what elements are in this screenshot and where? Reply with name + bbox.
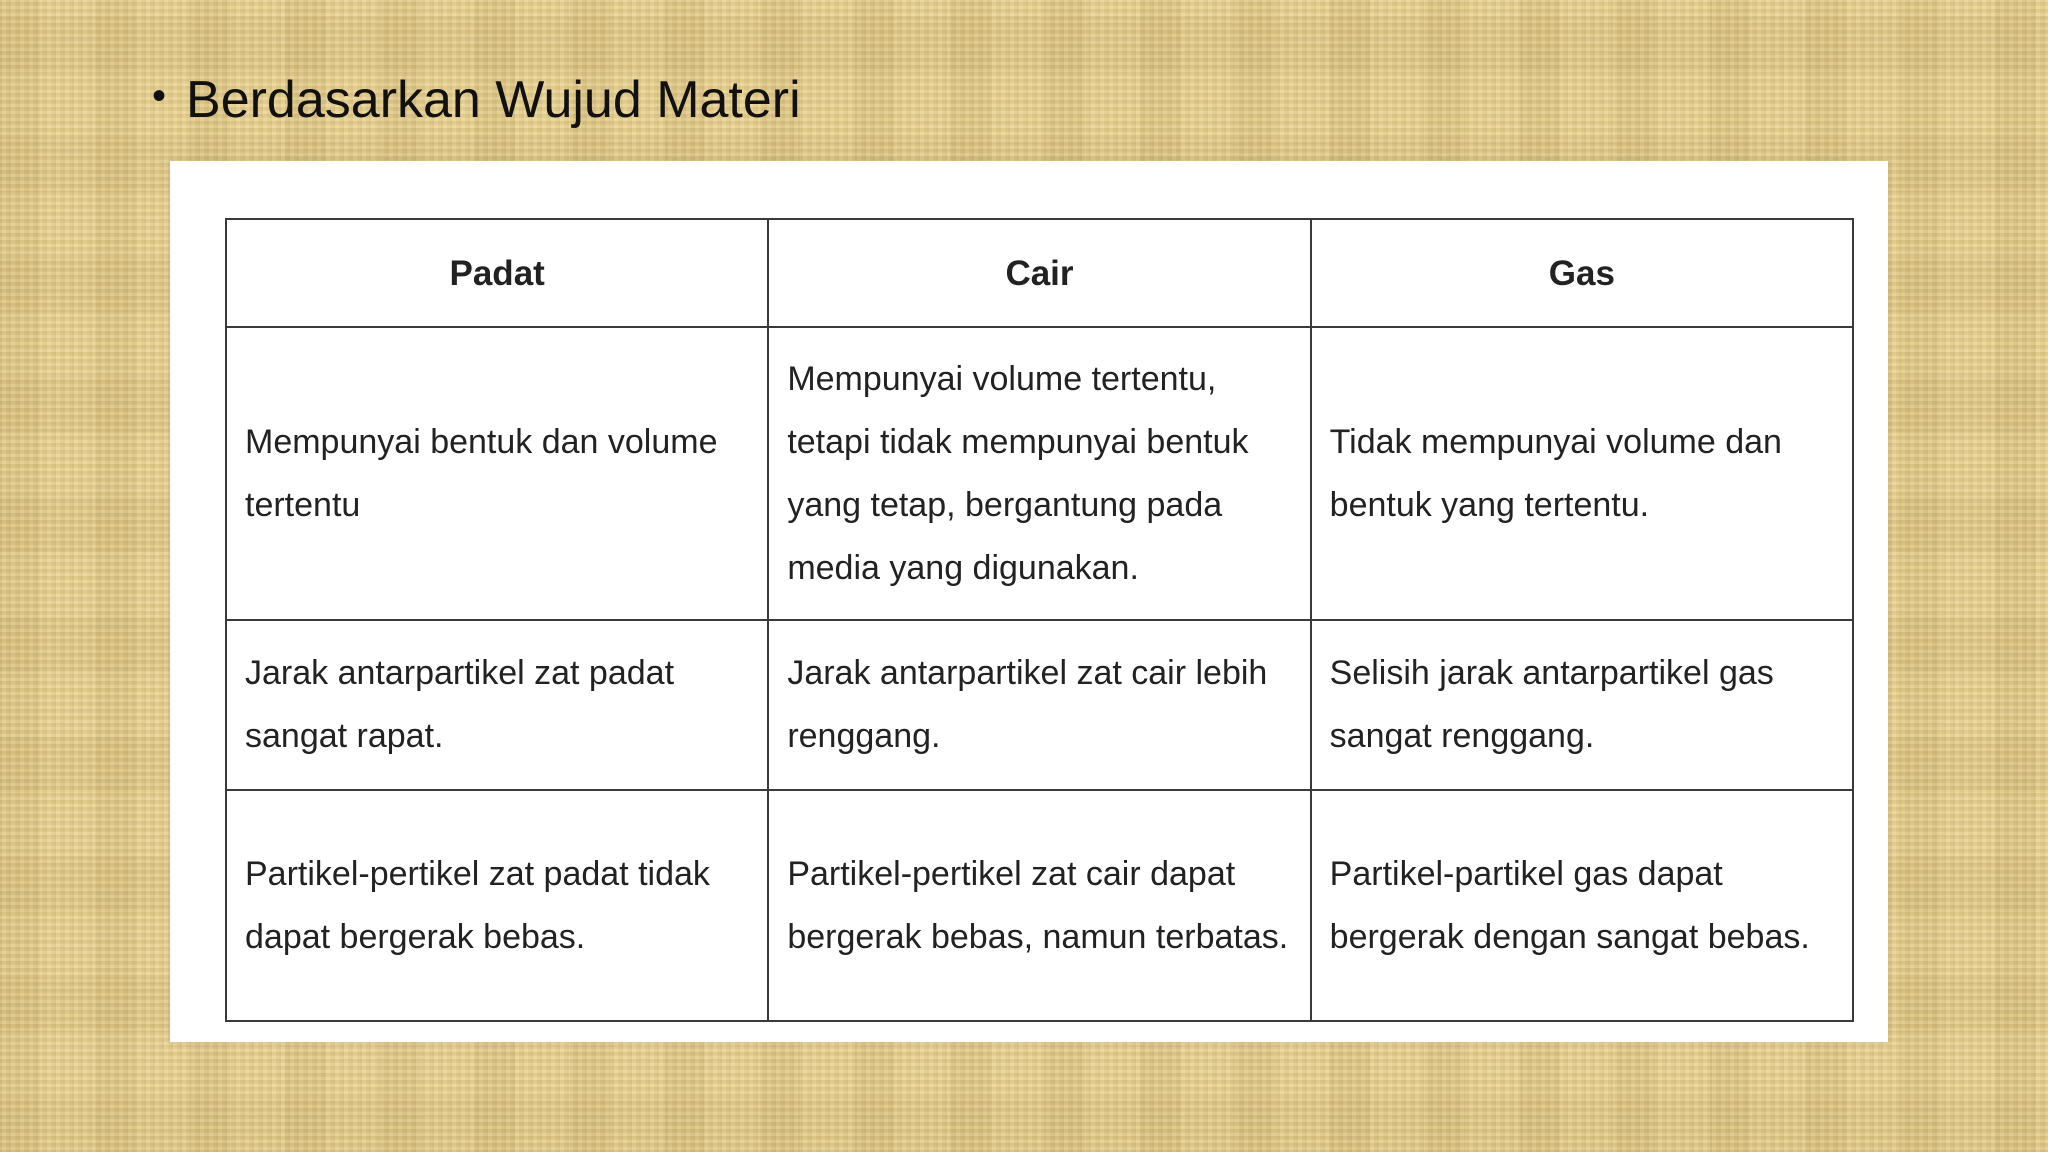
bullet-icon: • xyxy=(152,74,167,118)
cell-cair-shape-volume: Mempunyai volume tertentu, tetapi tidak mempunyai bentuk yang tetap, bergantung pada media yang digunakan. xyxy=(768,327,1310,620)
table-row xyxy=(226,327,1853,620)
cell-gas-shape-volume: Tidak mempunyai volume dan bentuk yang tertentu. xyxy=(1311,327,1853,620)
table-image-card xyxy=(170,161,1888,1042)
states-of-matter-table xyxy=(225,218,1854,1022)
cell-cair-particle-distance: Jarak antarpartikel zat cair lebih renggang. xyxy=(768,620,1310,790)
table-row xyxy=(226,620,1853,790)
header-padat: Padat xyxy=(226,219,768,327)
cell-padat-shape-volume: Mempunyai bentuk dan volume tertentu xyxy=(226,327,768,620)
slide-heading xyxy=(152,64,801,136)
heading-text: Berdasarkan Wujud Materi xyxy=(186,71,801,129)
cell-padat-particle-motion: Partikel-pertikel zat padat tidak dapat bergerak bebas. xyxy=(226,790,768,1021)
header-gas: Gas xyxy=(1311,219,1853,327)
header-cair: Cair xyxy=(768,219,1310,327)
cell-gas-particle-motion: Partikel-partikel gas dapat bergerak dengan sangat bebas. xyxy=(1311,790,1853,1021)
cell-gas-particle-distance: Selisih jarak antarpartikel gas sangat renggang. xyxy=(1311,620,1853,790)
cell-padat-particle-distance: Jarak antarpartikel zat padat sangat rapat. xyxy=(226,620,768,790)
table-header-row xyxy=(226,219,1853,327)
cell-cair-particle-motion: Partikel-pertikel zat cair dapat bergerak bebas, namun terbatas. xyxy=(768,790,1310,1021)
table-row xyxy=(226,790,1853,1021)
